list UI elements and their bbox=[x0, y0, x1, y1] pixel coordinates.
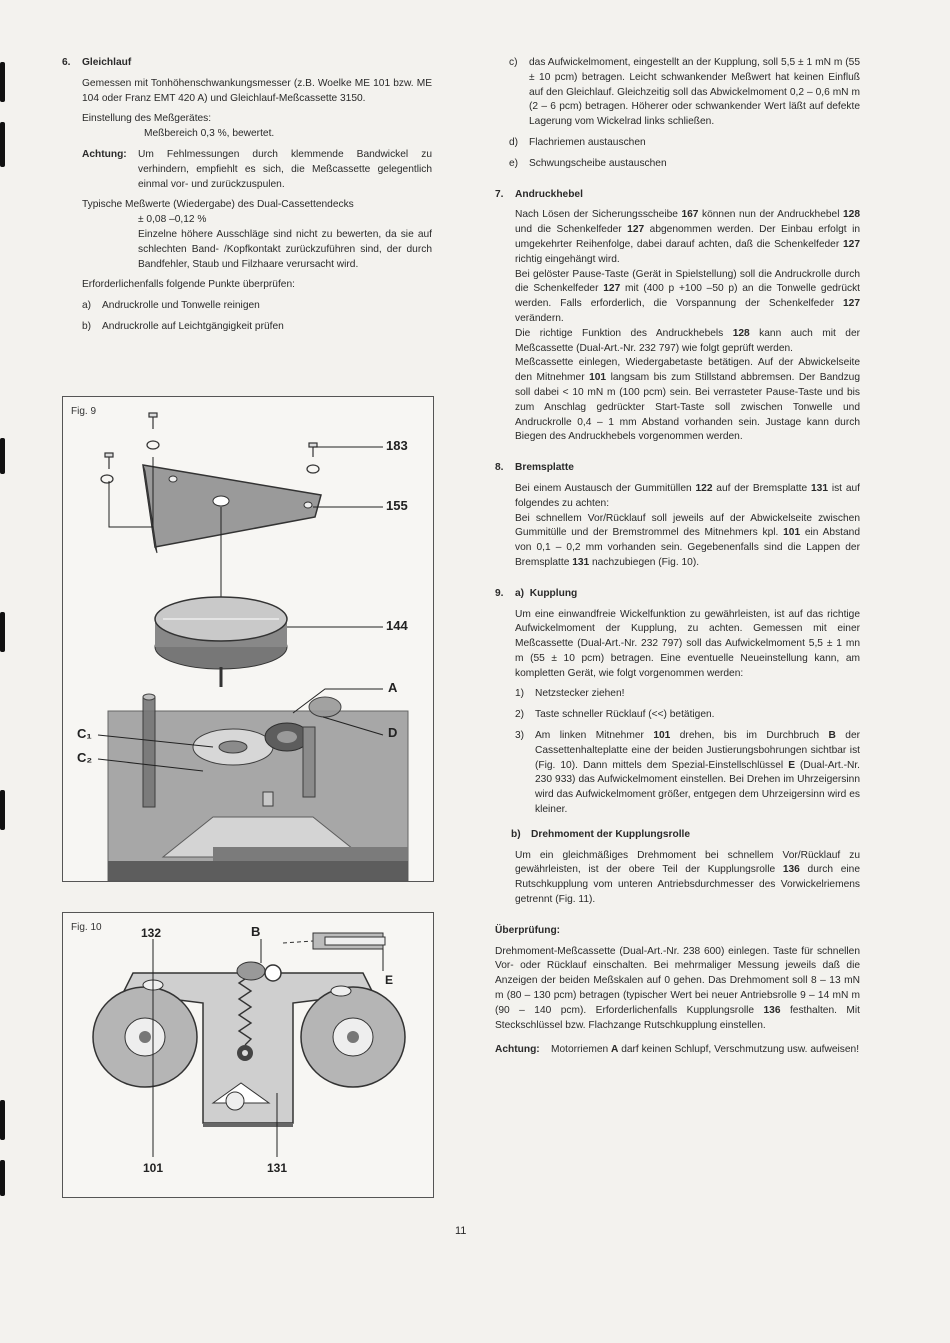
binder-mark bbox=[0, 612, 5, 652]
paragraph: Meßbereich 0,3 %, bewertet. bbox=[144, 128, 275, 140]
achtung-note bbox=[62, 148, 432, 192]
paragraph: Einzelne höhere Ausschläge sind nicht zu bewerten, da sie auf schlechten Band- /Kopfkontakt zurückzuführen sind, der durch Bandfehler, Staub und Filzhaare verursacht wird. bbox=[138, 228, 432, 270]
paragraph: Bei gelöster Pause-Taste (Gerät in Spielstellung) soll die Andruckrolle durch die Schenkelfeder 127 mit (400 p +100 –50 p) an die Tonwelle gedrückt werden. Falls erforderlich, die Vorspannung der Schenkelfeder 127 verändern. bbox=[515, 268, 860, 324]
binder-mark bbox=[0, 62, 5, 102]
page-number: 11 bbox=[455, 1225, 467, 1237]
callout-d: D bbox=[388, 725, 398, 740]
list-label: 1) bbox=[515, 688, 525, 700]
list-label: 2) bbox=[515, 709, 525, 721]
figure-10-drawing bbox=[63, 913, 433, 1197]
section-number: 6. bbox=[62, 57, 71, 68]
callout-b: B bbox=[251, 924, 261, 939]
figure-label: Fig. 10 bbox=[71, 922, 102, 933]
achtung-label: Achtung: bbox=[82, 148, 127, 160]
paragraph: Um ein gleichmäßiges Drehmoment bei schnellem Vor/Rücklauf zu gewährleisten, ist der obere Teil der Kupplungsrolle 136 durch eine Rutschkupplung vom unteren Antriebsdurchmesser des Vorwickelriemens getrennt (Fig. 11). bbox=[515, 849, 861, 906]
list-label: e) bbox=[509, 157, 519, 169]
list-text: Schwungscheibe austauschen bbox=[529, 157, 667, 169]
paragraph: Bei einem Austausch der Gummitüllen 122 auf der Bremsplatte 131 ist auf folgendes zu achten: bbox=[515, 482, 860, 509]
right-column bbox=[495, 56, 860, 1058]
list-text: das Aufwickelmoment, eingestellt an der Kupplung, soll 5,5 ± 1 mN m (55 ± 10 pcm) betragen. Leicht schwankender Meßwert hat keinen Einfluß auf den Gleichlauf. Gleichzeitig soll das Abwickelmoment 0,2 – 0,6 mN m (2 – 6 pcm) betragen. Höherer oder schwankender Wert läßt auf defekte Lagerung vom Wickelrad links schließen. bbox=[529, 57, 860, 128]
callout-c1: C₁ bbox=[77, 726, 92, 741]
section-7-heading bbox=[495, 188, 860, 203]
list-label: c) bbox=[509, 57, 518, 68]
binder-mark bbox=[0, 122, 5, 167]
callout-a: A bbox=[388, 680, 398, 695]
list-text: Andruckrolle und Tonwelle reinigen bbox=[102, 300, 260, 312]
list-label: 3) bbox=[515, 730, 525, 742]
figure-10 bbox=[62, 912, 434, 1198]
paragraph: Um eine einwandfreie Wickelfunktion zu gewährleisten, ist auf das richtige Aufwickelmoment der Kupplung, zu achten. Gemessen mit einer Meßcassette (Dual-Art.-Nr. 232 797) soll das Aufwickelmoment 5,5 ± 1 mn m (55 ± 10 pcm) betragen. Eine eventuelle Neueinstellung kann, am kompletten Gerät, wie folgt vorgenommen werden: bbox=[515, 608, 860, 679]
section-title: Bremsplatte bbox=[515, 462, 574, 474]
list-label: b) bbox=[82, 320, 92, 332]
paragraph: Die richtige Funktion des Andruckhebels 128 kann auch mit der Meßcassette (Dual-Art.-Nr. 232 797) wie folgt geprüft werden. bbox=[515, 327, 861, 354]
section-title: Drehmoment der Kupplungsrolle bbox=[531, 828, 691, 840]
list-item bbox=[82, 299, 432, 314]
callout-131: 131 bbox=[267, 1161, 288, 1175]
section-number: b) bbox=[511, 828, 521, 840]
paragraph: Gemessen mit Tonhöhenschwankungsmesser (z.B. Woelke ME 101 bzw. ME 104 oder Franz EMT 420 A) und Gleichlauf-Meßcassette 3150. bbox=[82, 77, 432, 104]
check-heading: Überprüfung: bbox=[495, 924, 561, 936]
list-text: Taste schneller Rücklauf (<<) betätigen. bbox=[535, 709, 715, 721]
section-6-heading bbox=[62, 56, 432, 71]
left-column bbox=[62, 56, 432, 335]
list-text: Am linken Mitnehmer 101 drehen, bis im Durchbruch B der Cassettenhalteplatte eine der beiden Justierungsbohrungen sichtbar ist (Fig. 10). Dann mittels dem Spezial-Einstellschlüssel E (Dual-Art.-Nr. 230 933) das Aufwickelmoment einstellen. Bei Drehen im Uhrzeigersinn wird das Aufwickelmoment größer, entgegen dem Uhrzeigersinn wird es kleiner. bbox=[535, 730, 861, 816]
paragraph: Drehmoment-Meßcassette (Dual-Art.-Nr. 238 600) einlegen. Taste für schnellen Vor- oder Rücklauf einschalten. Bei mehrmaliger Messung jeweils daß die Anzeigen der beiden Meßskalen auf 0 gehen. Das Drehmoment soll 8 – 13 mN m (80 – 130 pcm) betragen (typischer Wert bei neuer Antriebsrolle 9 – 14 mN m (90 – 140 pcm). Erforderlichenfalls Kupplungsrolle 136 festhalten. Mit Steckschlüssel bzw. Flachzange Rutschkupplung einstellen. bbox=[495, 945, 860, 1031]
binder-mark bbox=[0, 790, 5, 830]
list-item bbox=[515, 687, 860, 702]
measured-value: ± 0,08 –0,12 % bbox=[138, 214, 207, 226]
binder-mark bbox=[0, 1160, 5, 1196]
achtung-text: Motorriemen A darf keinen Schlupf, Verschmutzung usw. aufweisen! bbox=[551, 1044, 860, 1056]
list-item bbox=[509, 136, 860, 151]
achtung-text: Um Fehlmessungen durch klemmende Bandwickel zu verhindern, empfiehlt es sich, die Meßcassette gelegentlich einmal vor- und zurückzuspulen. bbox=[138, 148, 432, 190]
list-item bbox=[515, 708, 860, 723]
paragraph: Einstellung des Meßgerätes: bbox=[82, 113, 212, 125]
callout-155: 155 bbox=[386, 498, 408, 513]
section-8-heading bbox=[495, 461, 860, 476]
paragraph: Meßcassette einlegen, Wiedergabetaste betätigen. Auf der Abwickelseite den Mitnehmer 101 langsam bis zum Stillstand abbremsen. Der Bandzug soll dabei < 10 mN m (100 pcm) sein. Bei verrasteter Pause-Taste und bis zum Anschlag gedrückter Start-Taste soll zwischen Tonwelle und Andruckrolle 0,4 – 1 mm Abstand vorhanden sein. Justage kann durch Biegen des Andruckhebels vorgenommen werden. bbox=[515, 357, 861, 443]
list-item bbox=[509, 56, 860, 130]
figure-label: Fig. 9 bbox=[71, 406, 97, 417]
callout-e: E bbox=[385, 973, 394, 987]
callout-132: 132 bbox=[141, 926, 162, 940]
paragraph: Erforderlichenfalls folgende Punkte überprüfen: bbox=[82, 279, 295, 291]
section-number: 7. bbox=[495, 188, 504, 200]
callout-101: 101 bbox=[143, 1161, 164, 1175]
achtung-label: Achtung: bbox=[495, 1044, 540, 1056]
section-9-heading bbox=[495, 587, 860, 602]
list-item bbox=[509, 157, 860, 172]
callout-c2: C₂ bbox=[77, 750, 93, 765]
section-title: Andruckhebel bbox=[515, 188, 583, 200]
paragraph: Nach Lösen der Sicherungsscheibe 167 können nun der Andruckhebel 128 und die Schenkelfeder 127 abgenommen werden. Der Einbau erfolgt in umgekehrter Reihenfolge, dabei darauf achten, daß die Schenkelfeder 127 richtig eingehängt wird. bbox=[515, 209, 860, 265]
binder-mark bbox=[0, 438, 5, 474]
list-text: Netzstecker ziehen! bbox=[535, 688, 625, 700]
section-title: a) Kupplung bbox=[515, 587, 578, 599]
paragraph: Typische Meßwerte (Wiedergabe) des Dual-Cassettendecks bbox=[82, 199, 354, 211]
list-item bbox=[82, 320, 432, 335]
paragraph: Bei schnellem Vor/Rücklauf soll jeweils auf der Abwickelseite zwischen Gummitülle und der Bremstrommel des Mitnehmers kpl. 101 ein Abstand von 0,1 – 0,2 mm vorhanden sein. Gegebenenfalls sind die Lappen der Bremsplatte 131 nachzubiegen (Fig. 10). bbox=[515, 512, 860, 568]
section-title: Gleichlauf bbox=[82, 57, 132, 68]
list-label: a) bbox=[82, 300, 92, 312]
figure-9 bbox=[62, 396, 434, 882]
figure-9-drawing bbox=[63, 397, 433, 881]
binder-mark bbox=[0, 1100, 5, 1140]
callout-183: 183 bbox=[386, 438, 408, 453]
achtung-note bbox=[495, 1043, 860, 1058]
list-label: d) bbox=[509, 136, 519, 148]
callout-144: 144 bbox=[386, 618, 408, 633]
list-text: Andruckrolle auf Leichtgängigkeit prüfen bbox=[102, 320, 284, 332]
subsection-b-heading bbox=[495, 828, 860, 843]
section-number: 8. bbox=[495, 462, 504, 474]
list-text: Flachriemen austauschen bbox=[529, 136, 646, 148]
list-item bbox=[515, 729, 860, 818]
section-number: 9. bbox=[495, 587, 504, 599]
